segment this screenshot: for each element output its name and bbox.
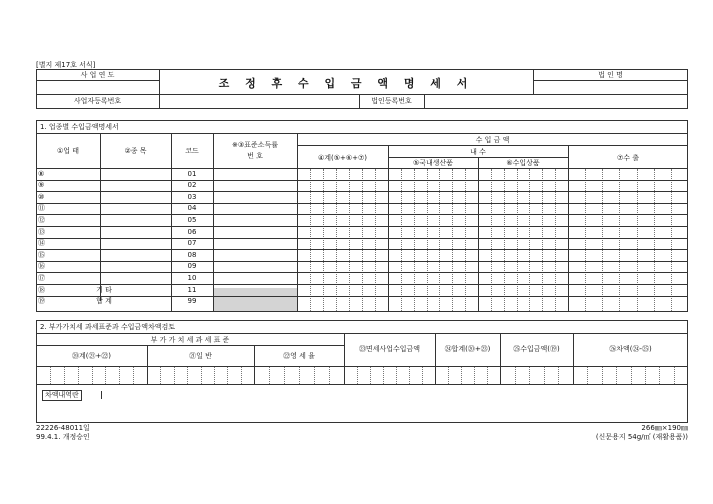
col-domestic: 내 수 <box>470 148 486 156</box>
col-item: ②종 목 <box>124 147 147 155</box>
row-mark: ⑪ <box>38 204 45 213</box>
col-total: ④계(⑤+⑥+⑦) <box>317 154 368 162</box>
row-code: 01 <box>187 169 197 178</box>
corp-reg-label: 법인등록번호 <box>371 97 412 105</box>
row-mark: ⑭ <box>38 239 45 248</box>
col-revenue: 수 입 금 액 <box>475 136 510 144</box>
col-industry: ①업 태 <box>56 147 80 155</box>
business-reg-label: 사업자등록번호 <box>73 97 122 105</box>
row-code: 10 <box>187 273 197 282</box>
row-code: 09 <box>187 262 197 271</box>
vat-base-label: 부 가 가 치 세 과 세 표 준 <box>150 336 230 344</box>
col-std-code-1: ※③표준소득률 <box>232 141 278 149</box>
exempt-revenue-label: ㉓면세사업수입금액 <box>358 345 421 353</box>
row-code: 08 <box>187 250 197 259</box>
row-code: 03 <box>187 192 197 201</box>
corp-name-label: 법 인 명 <box>598 71 623 79</box>
row-mark: ⑰ <box>38 273 45 282</box>
section2-heading: 2. 부가가치세 과세표준과 수입금액차액검토 <box>40 323 176 331</box>
row-mark: ⑨ <box>38 181 45 190</box>
footer-code: 22226-48011일 <box>36 424 90 432</box>
row-mark: ⑫ <box>38 215 45 224</box>
col-code: 코드 <box>185 147 199 155</box>
row-mark: ⑱ <box>38 285 45 294</box>
row-mark: ⑮ <box>38 250 45 259</box>
col-import-prod: ⑥수입상품 <box>506 159 540 167</box>
footer-approval: 99.4.1. 개정승인 <box>36 433 90 441</box>
row-code: 05 <box>187 215 197 224</box>
row-mark: ⑲ <box>38 297 45 306</box>
diff-detail-cursor <box>101 391 102 399</box>
row-code: 04 <box>187 204 197 213</box>
col-std-code-2: 번 호 <box>247 152 263 160</box>
row-label: 기 타 <box>96 285 112 294</box>
difference-label: ㉖차액(㉔-㉕) <box>609 345 652 353</box>
row-label: 합 계 <box>96 297 112 306</box>
shade-other <box>214 288 297 311</box>
diff-detail-label: 차액내역란 <box>42 390 82 401</box>
form-number: [별지 제17호 서식] <box>36 61 96 69</box>
section1-heading: 1. 업종별 수입금액명세서 <box>40 123 119 131</box>
row-mark: ⑩ <box>38 192 45 201</box>
row-code: 06 <box>187 227 197 236</box>
row-code: 07 <box>187 239 197 248</box>
row-code: 02 <box>187 181 197 190</box>
vat-zero-rate-label: ㉒영 세 율 <box>283 352 315 360</box>
form-title: 조 정 후 수 입 금 액 명 세 서 <box>218 77 474 90</box>
footer-paper-spec: (신문용지 54g/㎡ (재활용품)) <box>595 433 688 441</box>
row-code: 11 <box>187 285 197 294</box>
revenue-amount-label: ㉕수입금액(⑲) <box>513 345 560 353</box>
vat-general-label: ㉑일 반 <box>189 352 212 360</box>
business-year-label: 사 업 연 도 <box>80 71 115 79</box>
row-code: 99 <box>187 297 197 306</box>
sum-label: ㉔합계(⑳+㉓) <box>444 345 491 353</box>
col-export: ⑦수 출 <box>616 154 640 162</box>
row-mark: ⑯ <box>38 262 45 271</box>
footer-paper-size: 266㎜×190㎜ <box>641 424 688 432</box>
vat-total-label: ⑳계(㉑+㉒) <box>71 352 112 360</box>
col-domestic-prod: ⑤국내생산품 <box>412 159 454 167</box>
row-mark: ⑬ <box>38 227 45 236</box>
row-mark: ⑧ <box>38 169 45 178</box>
